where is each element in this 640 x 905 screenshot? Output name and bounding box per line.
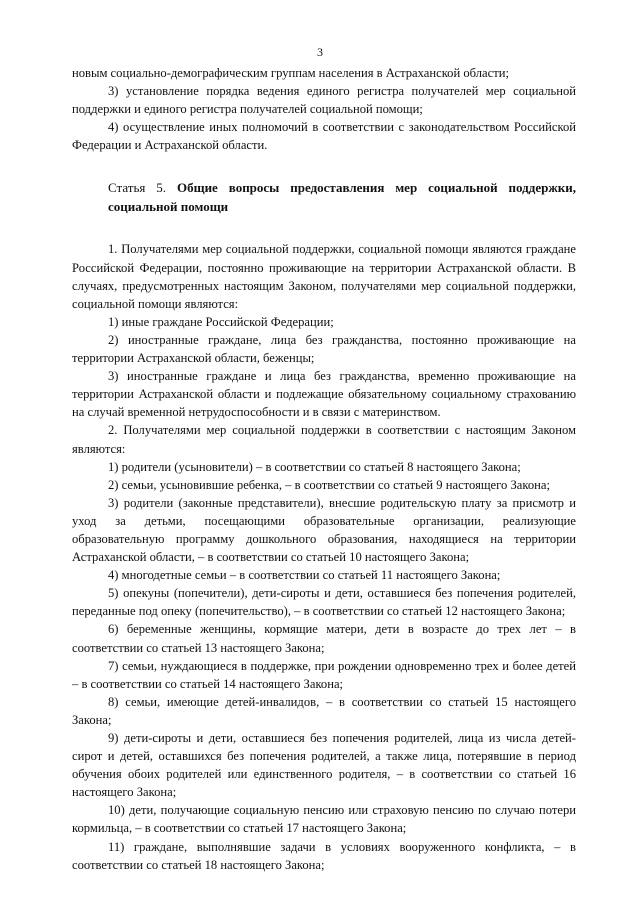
- page-number: 3: [317, 45, 323, 59]
- section-2-intro: 2. Получателями мер социальной поддержки в соответствии с настоящим Законом являются:: [72, 423, 576, 456]
- paragraph-item-3: 3) установление порядка ведения единого регистра получателей мер социальной поддержки и единого регистра получателей социальной помощи;: [72, 84, 576, 117]
- paragraph-item-4: 4) осуществление иных полномочий в соответствии с законодательством Российской Федерации и Астраханской области.: [72, 120, 576, 153]
- section-2-item: 11) граждане, выполнявшие задачи в условиях вооруженного конфликта, – в соответствии со статьей 18 настоящего Закона;: [72, 839, 576, 872]
- section-2-item: 1) родители (усыновители) – в соответствии со статьей 8 настоящего Закона;: [108, 459, 521, 474]
- section-2-item: 8) семьи, имеющие детей-инвалидов, – в соответствии со статьей 15 настоящего Закона;: [72, 694, 576, 727]
- section-2-item: 10) дети, получающие социальную пенсию или страховую пенсию по случаю потери кормильца, – в соответствии со статьей 17 настоящего Закона;: [72, 803, 576, 836]
- paragraph-continuation: новым социально-демографическим группам населения в Астраханской области;: [72, 66, 509, 80]
- section-2-item: 4) многодетные семьи – в соответствии со статьей 11 настоящего Закона;: [108, 568, 501, 583]
- article-heading: [72, 178, 576, 216]
- section-2-item: 5) опекуны (попечители), дети-сироты и дети, оставшиеся без попечения родителей, переданные под опеку (попечительство), – в соответствии со статьей 12 настоящего Закона;: [72, 586, 576, 619]
- section-2-item: 2) семьи, усыновившие ребенка, – в соответствии со статьей 9 настоящего Закона;: [108, 477, 550, 492]
- section-1-item: 3) иностранные граждане и лица без гражданства, временно проживающие на территории Астраханской области и подлежащие обязательному социальному страхованию на случай временной нетрудоспособности и в связи с материнством.: [72, 369, 576, 420]
- article-title: Общие вопросы предоставления мер социальной поддержки, социальной помощи: [108, 180, 576, 215]
- section-1-item: 2) иностранные граждане, лица без гражданства, постоянно проживающие на территории Астраханской области, беженцы;: [72, 332, 576, 366]
- section-1-intro: 1. Получателями мер социальной поддержки, социальной помощи являются граждане Российской Федерации, постоянно проживающие на территории Астраханской области. В случаях, предусмотренных настоящим Законом, получателями мер социальной поддержки, социальной помощи являются:: [72, 242, 576, 311]
- document-body: [72, 64, 576, 874]
- section-2-item: 3) родители (законные представители), внесшие родительскую плату за присмотр и уход за детьми, посещающими образовательные организации, реализующие образовательную программу дошкольного образования, находящиеся на территории Астраханской области, – в соответствии со статьей 10 настоящего Закона;: [72, 495, 576, 565]
- section-1-item: 1) иные граждане Российской Федерации;: [108, 314, 334, 329]
- section-2-item: 7) семьи, нуждающиеся в поддержке, при рождении одновременно трех и более детей – в соответствии со статьей 14 настоящего Закона;: [72, 658, 576, 691]
- section-2-item: 6) беременные женщины, кормящие матери, дети в возрасте до трех лет – в соответствии со статьей 13 настоящего Закона;: [72, 622, 576, 655]
- section-2-item: 9) дети-сироты и дети, оставшиеся без попечения родителей, лица из числа детей-сирот и детей, оставшихся без попечения родителей, а также лица, потерявшие в период обучения обоих родителей или единственного родителя, – в соответствии со статьей 16 настоящего Закона;: [72, 731, 576, 800]
- article-number: Статья 5.: [108, 180, 167, 196]
